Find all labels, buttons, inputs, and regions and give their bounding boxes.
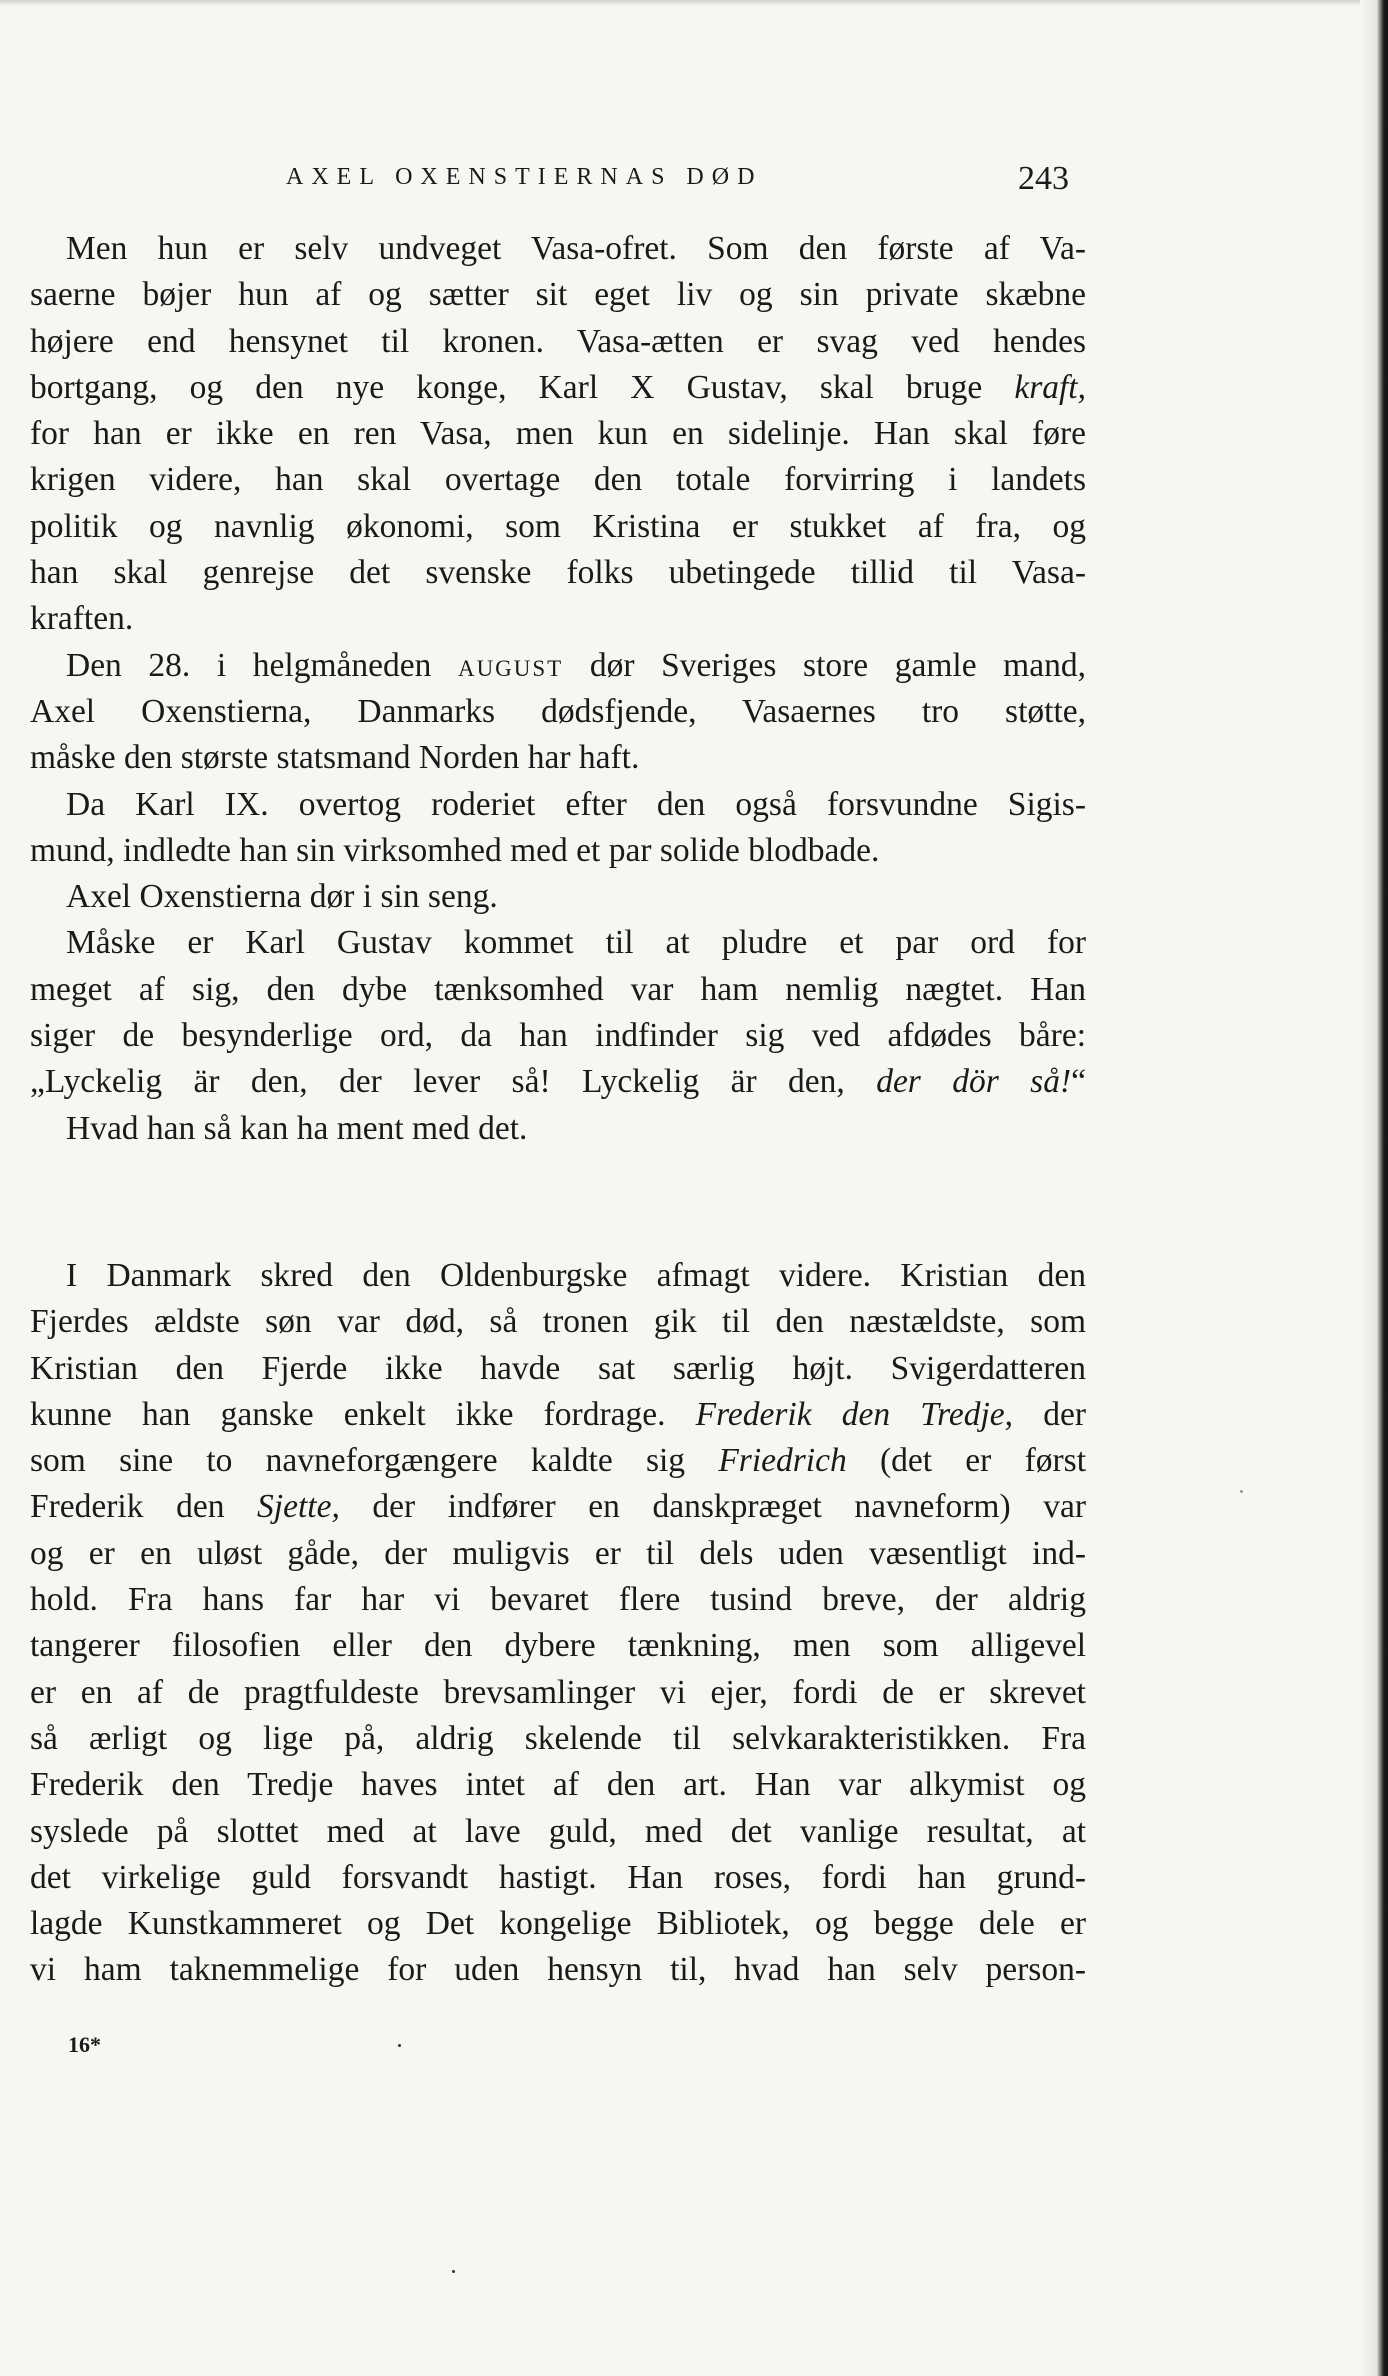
page-binding-edge	[1360, 0, 1388, 2376]
text-line: lagde Kunstkammeret og Det kongelige Bibliotek, og begge dele er	[30, 1905, 1086, 1943]
text-block-oxenstierna	[30, 226, 1086, 1152]
text-line: Den 28. i helgmåneden august dør Sveriges store gamle mand,	[66, 646, 1086, 684]
text-line: Kristian den Fjerde ikke havde sat særlig højt. Svigerdatteren	[30, 1349, 1086, 1387]
text-line: bortgang, og den nye konge, Karl X Gustav, skal bruge kraft,	[30, 368, 1086, 406]
text-line: mund, indledte han sin virksomhed med et par solide blodbade.	[30, 831, 880, 869]
text-line: Hvad han så kan ha ment med det.	[66, 1109, 528, 1147]
text-line: saerne bøjer hun af og sætter sit eget liv og sin private skæbne	[30, 276, 1086, 314]
text-line: højere end hensynet til kronen. Vasa-ætten er svag ved hendes	[30, 322, 1086, 360]
text-line: tangerer filosofien eller den dybere tænkning, men som alligevel	[30, 1627, 1086, 1665]
running-head	[0, 160, 1100, 200]
text-line: Frederik den Tredje haves intet af den art. Han var alkymist og	[30, 1766, 1086, 1804]
text-line: er en af de pragtfuldeste brevsamlinger vi ejer, fordi de er skrevet	[30, 1673, 1086, 1711]
text-line: „Lyckelig är den, der lever så! Lyckelig är den, der dör så!“	[30, 1063, 1086, 1101]
text-line: Frederik den Sjette, der indfører en danskpræget navneform) var	[30, 1488, 1086, 1526]
text-line: Fjerdes ældste søn var død, så tronen gik til den næstældste, som	[30, 1303, 1086, 1341]
text-line: Axel Oxenstierna, Danmarks dødsfjende, Vasaernes tro støtte,	[30, 692, 1086, 730]
text-line: meget af sig, den dybe tænksomhed var ham nemlig nægtet. Han	[30, 970, 1086, 1008]
italic-name: Sjette,	[257, 1488, 340, 1526]
italic-word: kraft,	[1014, 368, 1086, 406]
text-line: krigen videre, han skal overtage den totale forvirring i landets	[30, 461, 1086, 499]
signature-mark: 16*	[68, 2032, 101, 2057]
italic-name: Friedrich	[718, 1442, 847, 1480]
text-line: politik og navnlig økonomi, som Kristina er stukket af fra, og	[30, 507, 1086, 545]
text-line: og er en uløst gåde, der muligvis er til dels uden væsentligt ind-	[30, 1534, 1086, 1572]
text-line: måske den største statsmand Norden har haft.	[30, 739, 640, 777]
text-line: som sine to navneforgængere kaldte sig Friedrich (det er først	[30, 1442, 1086, 1480]
text-line: kraften.	[30, 600, 134, 638]
text-line: Axel Oxenstierna dør i sin seng.	[66, 878, 498, 916]
text-line: hold. Fra hans far har vi bevaret flere tusind breve, der aldrig	[30, 1581, 1086, 1619]
text-line: I Danmark skred den Oldenburgske afmagt videre. Kristian den	[66, 1257, 1086, 1294]
month-small-caps: august	[457, 646, 564, 684]
text-line: vi ham taknemmelige for uden hensyn til, hvad han selv person-	[30, 1951, 1086, 1989]
paper-speck	[452, 2270, 455, 2273]
text-line: han skal genrejse det svenske folks ubetingede tillid til Vasa-	[30, 554, 1086, 592]
text-line: Men hun er selv undveget Vasa-ofret. Som den første af Va-	[66, 230, 1086, 267]
text-line: det virkelige guld forsvandt hastigt. Han roses, fordi han grund-	[30, 1858, 1086, 1896]
page-top-edge	[0, 0, 1388, 6]
page-number: 243	[1018, 160, 1069, 197]
italic-quote: der dör så!	[876, 1063, 1072, 1101]
paper-speck	[1240, 1490, 1243, 1493]
text-line: syslede på slottet med at lave guld, med det vanlige resultat, at	[30, 1812, 1086, 1850]
italic-name: Frederik den Tredje,	[695, 1395, 1014, 1433]
paper-speck	[398, 2044, 401, 2047]
text-line: så ærligt og lige på, aldrig skelende til selvkarakteristikken. Fra	[30, 1719, 1086, 1757]
text-line: for han er ikke en ren Vasa, men kun en sidelinje. Han skal føre	[30, 415, 1086, 453]
text-line: kunne han ganske enkelt ikke fordrage. Frederik den Tredje, der	[30, 1395, 1087, 1433]
running-title: AXEL OXENSTIERNAS DØD	[286, 164, 763, 190]
text-line: siger de besynderlige ord, da han indfinder sig ved afdødes båre:	[30, 1017, 1086, 1055]
text-line: Måske er Karl Gustav kommet til at pludre et par ord for	[66, 924, 1086, 962]
text-block-frederik	[30, 1253, 1086, 1994]
text-line: Da Karl IX. overtog roderiet efter den også forsvundne Sigis-	[66, 785, 1086, 823]
